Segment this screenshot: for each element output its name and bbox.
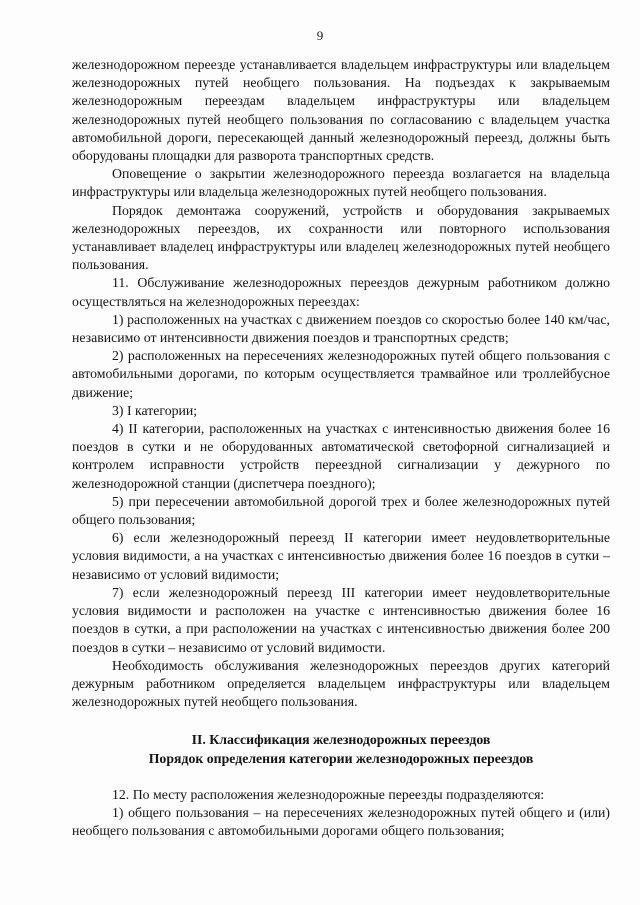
paragraph-continuation: железнодорожном переезде устанавливается владельцем инфраструктуры или владельцем железнодорожных путей необщего пользования. На подъездах к закрываемым железнодорожным переездам владельцем инфраструктуры или владельцем железнодорожных путей необщего пользования по согласованию с владельцем участка автомобильной дороги, пересекающей данный железнодорожный переезд, должны быть оборудованы площадки для разворота транспортных средств. — [72, 57, 610, 164]
page-number: 9 — [316, 28, 324, 43]
paragraph-item-12: 12. По месту расположения железнодорожные переезды подразделяются: — [112, 786, 545, 802]
paragraph-other-categories: Необходимость обслуживания железнодорожных переездов других категорий дежурным работником определяется владельцем инфраструктуры или владельцем железнодорожных путей необщего пользования. — [72, 657, 610, 710]
paragraph-closure-notice: Оповещение о закрытии железнодорожного переезда возлагается на владельца инфраструктуры или владельца железнодорожных путей необщего пользования. — [72, 166, 610, 200]
list-item-public-use: 1) общего пользования – на пересечениях железнодорожных путей общего и (или) необщего пользования с автомобильными дорогами общего пользования; — [72, 804, 610, 839]
section-subtitle: Порядок определения категории железнодорожных переездов — [148, 750, 534, 766]
list-item-2: 2) расположенных на пересечениях железнодорожных путей общего пользования с автомобильными дорогами, по которым осуществляется трамвайное или троллейбусное движение; — [72, 348, 610, 400]
document-body — [72, 56, 610, 840]
list-item-3: 3) I категории; — [112, 402, 198, 418]
section-title: II. Классификация железнодорожных переездов — [191, 732, 491, 748]
paragraph-dismantling-order: Порядок демонтажа сооружений, устройств и оборудования закрываемых железнодорожных переездов, их сохранности или повторного использования устанавливает владелец инфраструктуры или владелец железнодорожных путей необщего пользования. — [72, 202, 610, 273]
section-heading — [72, 731, 610, 767]
list-item-5: 5) при пересечении автомобильной дорогой трех и более железнодорожных путей общего пользования; — [72, 493, 610, 528]
list-item-6: 6) если железнодорожный переезд II категории имеет неудовлетворительные условия видимости, а на участках с интенсивностью движения более 16 поездов в сутки – независимо от условий видимости; — [72, 530, 610, 582]
list-item-4: 4) II категории, расположенных на участках с интенсивностью движения более 16 поездов в сутки и не оборудованных автоматической светофорной сигнализацией и контролем исправности устройств переездной сигнализации у дежурного по железнодорожной станции (диспетчера поездного); — [72, 421, 610, 491]
list-item-7: 7) если железнодорожный переезд III категории имеет неудовлетворительные условия видимости и расположен на участке с интенсивностью движения более 16 поездов в сутки, а при расположении на участках с интенсивностью движения более 200 поездов в сутки – независимо от условий видимости. — [72, 584, 610, 655]
list-item-1: 1) расположенных на участках с движением поездов со скоростью более 140 км/час, независимо от интенсивности движения поездов и транспортных средств; — [72, 311, 610, 346]
paragraph-item-11: 11. Обслуживание железнодорожных переездов дежурным работником должно осуществляться на железнодорожных переездах: — [72, 275, 610, 309]
